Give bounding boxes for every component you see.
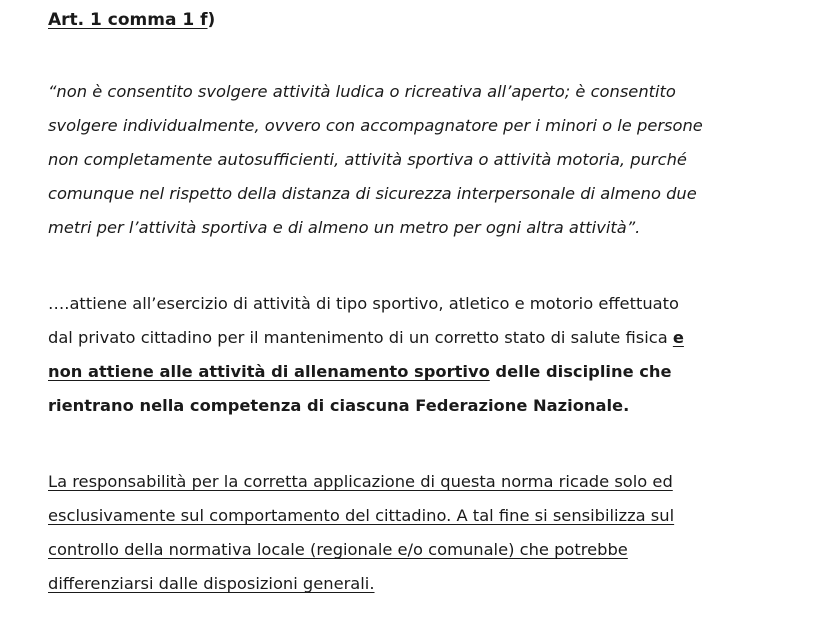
emphasis-text: e <box>672 328 684 347</box>
interpretation-line <box>48 355 808 389</box>
quote-line: svolgere individualmente, ovvero con accompagnatore per i minori o le persone <box>48 116 703 135</box>
quote-line: “non è consentito svolgere attività ludica o ricreativa all’aperto; è consentito <box>48 82 676 101</box>
responsibility-paragraph <box>48 465 808 601</box>
bold-text: delle discipline che <box>489 362 672 381</box>
interpretation-line: ….attiene all’esercizio di attività di tipo sportivo, atletico e motorio effettuato <box>48 294 679 313</box>
article-heading <box>48 9 215 31</box>
interpretation-line <box>48 321 808 355</box>
emphasis-text: non attiene alle attività di allenamento sportivo <box>48 362 490 381</box>
interpretation-line: rientrano nella competenza di ciascuna Federazione Nazionale. <box>48 396 630 415</box>
article-heading-paren: ) <box>207 10 216 30</box>
responsibility-line: esclusivamente sul comportamento del cittadino. A tal fine si sensibilizza sul <box>48 506 675 525</box>
interpretation-paragraph <box>48 287 808 423</box>
quote-line: non completamente autosufficienti, attività sportiva o attività motoria, purché <box>48 150 687 169</box>
interpretation-text: dal privato cittadino per il mantenimento di un corretto stato di salute fisica <box>48 328 673 347</box>
article-heading-label: Art. 1 comma 1 f <box>48 10 208 30</box>
responsibility-line: controllo della normativa locale (regionale e/o comunale) che potrebbe <box>48 540 628 559</box>
responsibility-line: La responsabilità per la corretta applicazione di questa norma ricade solo ed <box>48 472 673 491</box>
quote-line: comunque nel rispetto della distanza di sicurezza interpersonale di almeno due <box>48 184 697 203</box>
quoted-norm-paragraph <box>48 75 808 245</box>
responsibility-line: differenziarsi dalle disposizioni generali. <box>48 574 375 593</box>
quote-line: metri per l’attività sportiva e di almeno un metro per ogni altra attività”. <box>48 218 641 237</box>
